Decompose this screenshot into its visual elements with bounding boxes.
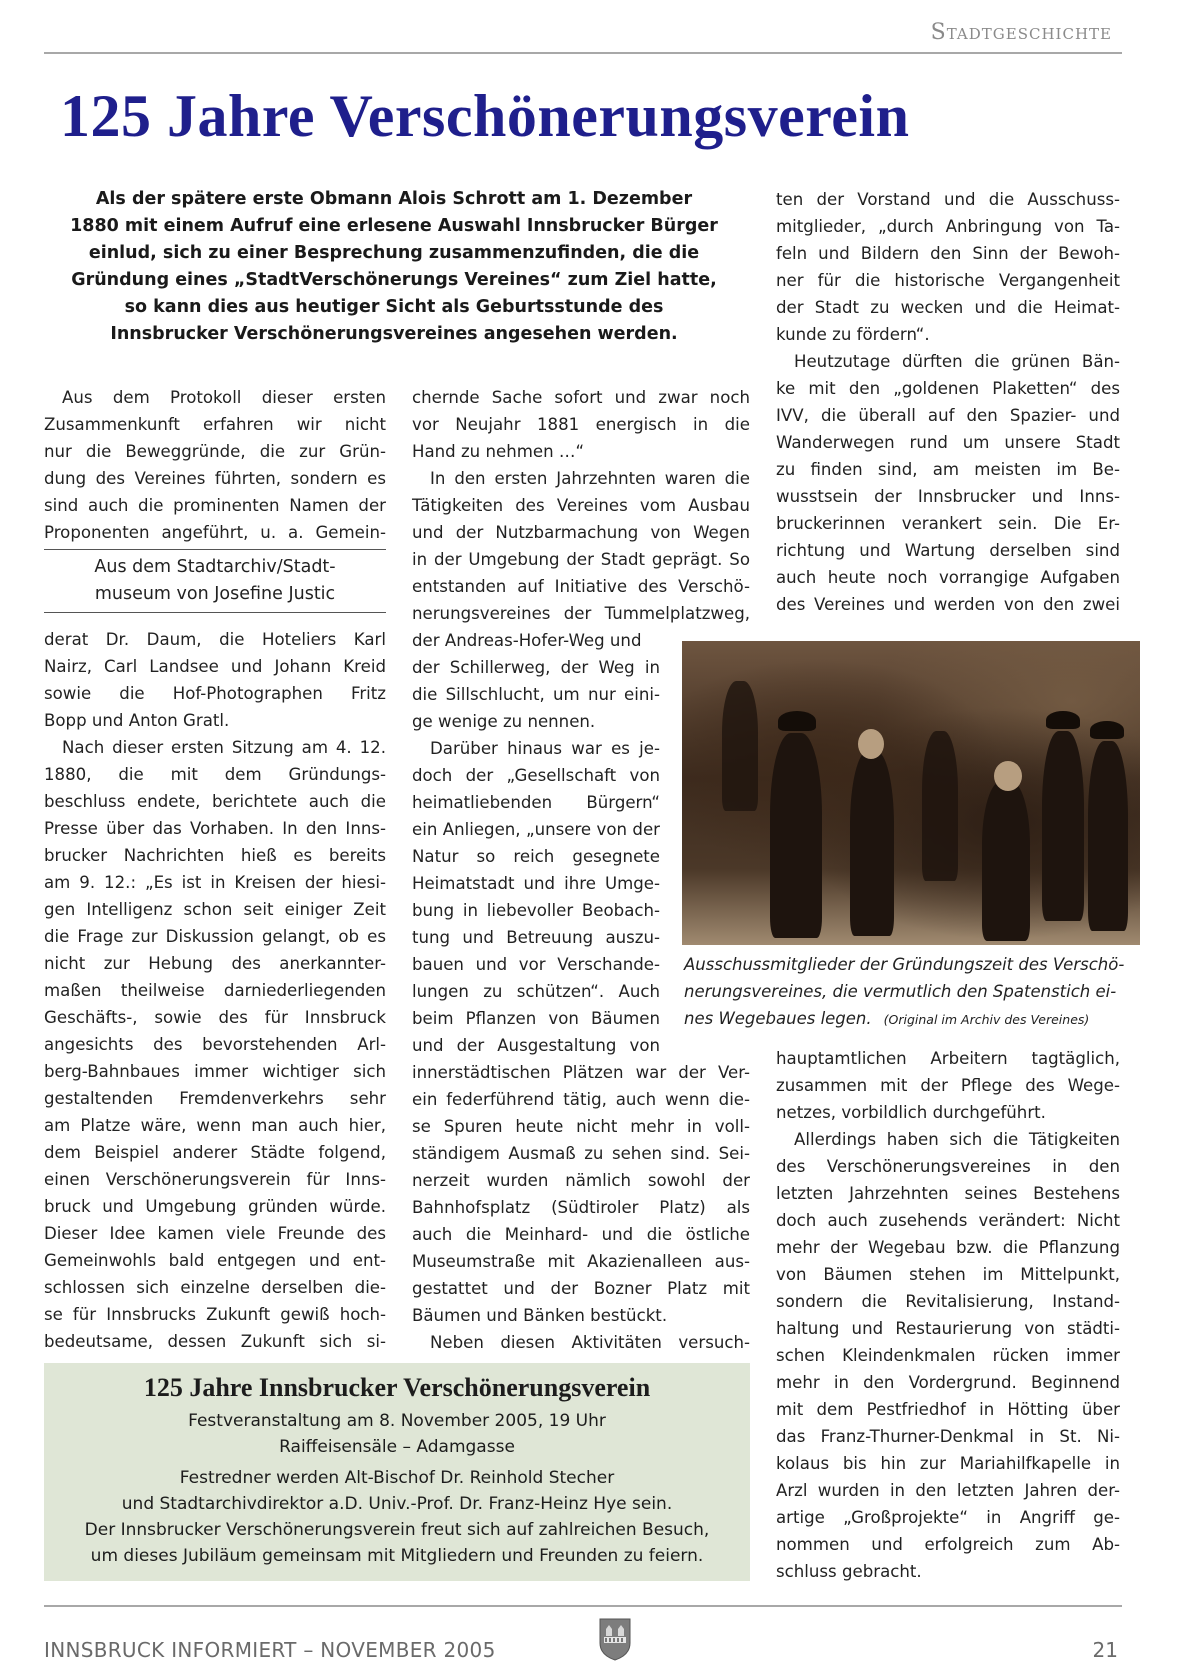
text-line: mitglieder, „durch Anbringung von Ta- (776, 217, 1120, 236)
text-line: schen Kleindenkmalen rücken immer (776, 1346, 1120, 1365)
text-line: des Verschönerungsvereines in den (776, 1157, 1120, 1176)
photo-credit: (Original im Archiv des Vereines) (883, 1012, 1090, 1027)
byline-line: Aus dem Stadtarchiv/Stadt- (94, 557, 336, 577)
text-line: Zusammenkunft erfahren wir nicht (44, 415, 386, 434)
text-line: ner für die historische Vergangenheit (776, 271, 1120, 290)
lead-line: Als der spätere erste Obmann Alois Schrott am 1. Dezember (95, 189, 693, 209)
text-line: artige „Großprojekte“ in Angriff ge- (776, 1508, 1120, 1527)
text-line: des Vereines und werden von den zwei (776, 595, 1120, 614)
text-line: schluss gebracht. (776, 1562, 922, 1581)
text-line: nommen und erfolgreich zum Ab- (776, 1535, 1120, 1554)
text-line: beim Pflanzen von Bäumen (412, 1009, 660, 1028)
text-line: kolaus bis hin zur Mariahilfkapelle in (776, 1454, 1120, 1473)
text-line: derat Dr. Daum, die Hoteliers Karl (44, 630, 386, 649)
text-line: nur die Beweggründe, die zur Grün- (44, 442, 386, 461)
caption-line: Ausschussmitglieder der Gründungszeit des Verschö- (684, 955, 1125, 974)
text-line: kunde zu fördern“. (776, 325, 930, 344)
photo-caption (684, 951, 1144, 1033)
text-line: heimatliebenden Bürgern“ (412, 793, 660, 812)
text-line: berg-Bahnbaues immer wichtiger sich (44, 1062, 386, 1081)
text-line: Presse über das Vorhaben. In den Inns- (44, 819, 386, 838)
text-line: ke mit den „goldenen Plaketten“ des (776, 379, 1120, 398)
text-line: brucker Nachrichten hieß es bereits (44, 846, 386, 865)
text-line: Nairz, Carl Landsee und Johann Kreid (44, 657, 386, 676)
text-line: ständigem Ausmaß zu sehen sind. Sei- (412, 1144, 750, 1163)
text-line: Allerdings haben sich die Tätigkeiten (794, 1130, 1120, 1149)
text-line: bruck und Umgebung gründen würde. (44, 1197, 386, 1216)
text-line: doch auch zusehends verändert: Nicht (776, 1211, 1120, 1230)
text-line: Gemeinwohls bald entgegen und ent- (44, 1251, 386, 1270)
text-line: richtung und Wartung derselben sind (776, 541, 1120, 560)
column-3-bottom (776, 1045, 1120, 1585)
text-line: maßen theilweise darniederliegenden (44, 981, 386, 1000)
text-line: Dieser Idee kamen viele Freunde des (44, 1224, 386, 1243)
publication-name: INNSBRUCK INFORMIERT – NOVEMBER 2005 (44, 1638, 496, 1662)
text-line: Wanderwegen rund um unsere Stadt (776, 433, 1120, 452)
text-line: auch die Meinhard- und die östliche (412, 1225, 750, 1244)
text-line: der Stadt zu wecken und die Heimat- (776, 298, 1120, 317)
event-box-title: 125 Jahre Innsbrucker Verschönerungsverein (143, 1373, 651, 1402)
text-line: sondern die Revitalisierung, Instand- (776, 1292, 1120, 1311)
text-line: se für Innsbrucks Zukunft gewiß hoch- (44, 1305, 386, 1324)
header-rule (44, 52, 1122, 54)
page-title: 125 Jahre Verschönerungsverein (60, 83, 910, 149)
text-line: Bäumen und Bänken bestückt. (412, 1306, 668, 1325)
text-line: vor Neujahr 1881 energisch in die (412, 415, 750, 434)
event-venue: Raiffeisensäle – Adamgasse (279, 1437, 515, 1457)
text-line: ein federführend tätig, auch wenn die- (412, 1090, 750, 1109)
text-line: am 9. 12.: „Es ist in Kreisen der hiesi- (44, 873, 386, 892)
event-date: Festveranstaltung am 8. November 2005, 19 Uhr (188, 1411, 606, 1431)
text-line: mehr in den Vordergrund. Beginnend (776, 1373, 1120, 1392)
innsbruck-coat-of-arms-icon (598, 1617, 632, 1661)
text-line: sind auch die prominenten Namen der (44, 496, 386, 515)
text-line: der Andreas-Hofer-Weg und (412, 631, 642, 650)
text-line: Neben diesen Aktivitäten versuch- (430, 1333, 750, 1352)
column-3-top (776, 186, 1120, 618)
text-line: nerzeit wurden nämlich sowohl der (412, 1171, 750, 1190)
text-line: und der Nutzbarmachung von Wegen (412, 523, 750, 542)
text-line: Natur so reich gesegnete (412, 847, 660, 866)
text-line: hauptamtlichen Arbeitern tagtäglich, (776, 1049, 1120, 1068)
text-line: Nach dieser ersten Sitzung am 4. 12. (62, 738, 386, 757)
text-line: chernde Sache sofort und zwar noch (412, 388, 750, 407)
text-line: gen Intelligenz schon seit einiger Zeit (44, 900, 386, 919)
text-line: Darüber hinaus war es je- (430, 739, 660, 758)
text-line: Bopp und Anton Gratl. (44, 711, 230, 730)
text-line: doch der „Gesellschaft von (412, 766, 660, 785)
text-line: der Schillerweg, der Weg in (412, 658, 660, 677)
text-line: Heutzutage dürften die grünen Bän- (794, 352, 1120, 371)
text-line: zusammen mit der Pflege des Wege- (776, 1076, 1120, 1095)
lead-line: 1880 mit einem Aufruf eine erlesene Auswahl Innsbrucker Bürger (70, 216, 718, 236)
text-line: die Sillschlucht, um nur eini- (412, 685, 660, 704)
lead-line: Gründung eines „StadtVerschönerungs Vereines“ zum Ziel hatte, (71, 270, 717, 290)
text-line: mehr der Wegebau bzw. die Pflanzung (776, 1238, 1120, 1257)
text-line: angesichts des bevorstehenden Arl- (44, 1035, 386, 1054)
text-line: wusstsein der Innsbrucker und Inns- (776, 487, 1120, 506)
text-line: ein Anliegen, „unsere von der (412, 820, 660, 839)
text-line: das Franz-Thurner-Denkmal in St. Ni- (776, 1427, 1120, 1446)
text-line: am Platze wäre, wenn man auch hier, (44, 1116, 386, 1135)
text-line: in der Umgebung der Stadt geprägt. So (412, 550, 750, 569)
text-line: In den ersten Jahrzehnten waren die (430, 469, 750, 488)
text-line: IVV, die überall auf den Spazier- und (776, 406, 1120, 425)
author-byline (44, 549, 386, 613)
text-line: sowie die Hof-Photographen Fritz (44, 684, 386, 703)
text-line: nerungsvereines der Tummelplatzweg, (412, 604, 750, 623)
event-speakers: und Stadtarchivdirektor a.D. Univ.-Prof. Dr. Franz-Heinz Hye sein. (121, 1494, 673, 1514)
lead-line: einlud, sich zu einer Besprechung zusammenzufinden, die die (88, 243, 700, 263)
text-line: und der Ausgestaltung von (412, 1036, 660, 1055)
text-line: nicht zur Hebung des anerkannter- (44, 954, 386, 973)
text-line: Museumstraße mit Akazienalleen aus- (412, 1252, 750, 1271)
text-line: mit dem Pestfriedhof in Hötting über (776, 1400, 1120, 1419)
text-line: Aus dem Protokoll dieser ersten (62, 388, 386, 407)
lead-line: Innsbrucker Verschönerungsvereines angesehen werden. (110, 324, 678, 344)
byline-line: museum von Josefine Justic (94, 584, 336, 604)
text-line: bruckerinnen verankert sein. Die Er- (776, 514, 1120, 533)
text-line: ten der Vorstand und die Ausschuss- (776, 190, 1120, 209)
text-line: Geschäfts-, sowie des für Innsbruck (44, 1008, 386, 1027)
text-line: feln und Bildern den Sinn der Bewoh- (776, 244, 1120, 263)
footer-rule (44, 1605, 1122, 1607)
column-1-bottom (44, 626, 386, 1355)
text-line: einen Verschönerungsverein für Inns- (44, 1170, 386, 1189)
text-line: bedeutsame, dessen Zukunft sich si- (44, 1332, 386, 1351)
page-number: 21 (1092, 1638, 1118, 1662)
text-line: Heimatstadt und ihre Umge- (412, 874, 660, 893)
text-line: dem Beispiel anderer Städte folgend, (44, 1143, 386, 1162)
text-line: se Spuren heute nicht mehr in voll- (412, 1117, 750, 1136)
text-line: innerstädtischen Plätzen war der Ver- (412, 1063, 750, 1082)
text-line: gestattet und der Bozner Platz mit (412, 1279, 750, 1298)
text-line: Bahnhofsplatz (Südtiroler Platz) als (412, 1198, 750, 1217)
event-speakers: Festredner werden Alt-Bischof Dr. Reinhold Stecher (179, 1468, 615, 1488)
text-line: Arzl wurden in den letzten Jahren der- (776, 1481, 1120, 1500)
text-line: lungen zu schützen“. Auch (412, 982, 660, 1001)
event-invitation: Der Innsbrucker Verschönerungsverein freut sich auf zahlreichen Besuch, (84, 1520, 710, 1540)
text-line: netzes, vorbildlich durchgeführt. (776, 1103, 1046, 1122)
text-line: Tätigkeiten des Vereines vom Ausbau (412, 496, 750, 515)
text-line: beschluss endete, berichtete auch die (44, 792, 386, 811)
text-line: ge wenige zu nennen. (412, 712, 596, 731)
historic-group-photo (682, 641, 1140, 945)
column-1-top (44, 384, 386, 546)
text-line: zu finden sind, am meisten im Be- (776, 460, 1120, 479)
text-line: die Frage zur Diskussion gelangt, ob es (44, 927, 386, 946)
text-line: entstanden auf Initiative des Verschö- (412, 577, 750, 596)
text-line: Hand zu nehmen …“ (412, 442, 585, 461)
text-line: von Bäumen stehen im Mittelpunkt, (776, 1265, 1120, 1284)
section-label: Stadtgeschichte (930, 20, 1112, 45)
text-line: haltung und Restaurierung von städti- (776, 1319, 1120, 1338)
lead-paragraph (44, 186, 744, 348)
text-line: bung in liebevoller Beobach- (412, 901, 660, 920)
caption-line: nes Wegebaues legen. (684, 1009, 872, 1028)
text-line: 1880, die mit dem Gründungs- (44, 765, 386, 784)
text-line: letzten Jahrzehnten seines Bestehens (776, 1184, 1120, 1203)
text-line: bauen und vor Verschande- (412, 955, 660, 974)
caption-line: nerungsvereines, die vermutlich den Spatenstich ei- (684, 982, 1117, 1001)
event-info-box (44, 1363, 750, 1581)
text-line: Proponenten angeführt, u. a. Gemein- (44, 523, 386, 542)
text-line: dung des Vereines führten, sondern es (44, 469, 386, 488)
text-line: schlossen sich einzelne derselben die- (44, 1278, 386, 1297)
text-line: auch heute noch vorrangige Aufgaben (776, 568, 1120, 587)
text-line: tung und Betreuung auszu- (412, 928, 660, 947)
lead-line: so kann dies aus heutiger Sicht als Geburtsstunde des (124, 297, 664, 317)
event-invitation: um dieses Jubiläum gemeinsam mit Mitgliedern und Freunden zu feiern. (90, 1546, 704, 1566)
text-line: gestaltenden Fremdenverkehrs sehr (44, 1089, 386, 1108)
